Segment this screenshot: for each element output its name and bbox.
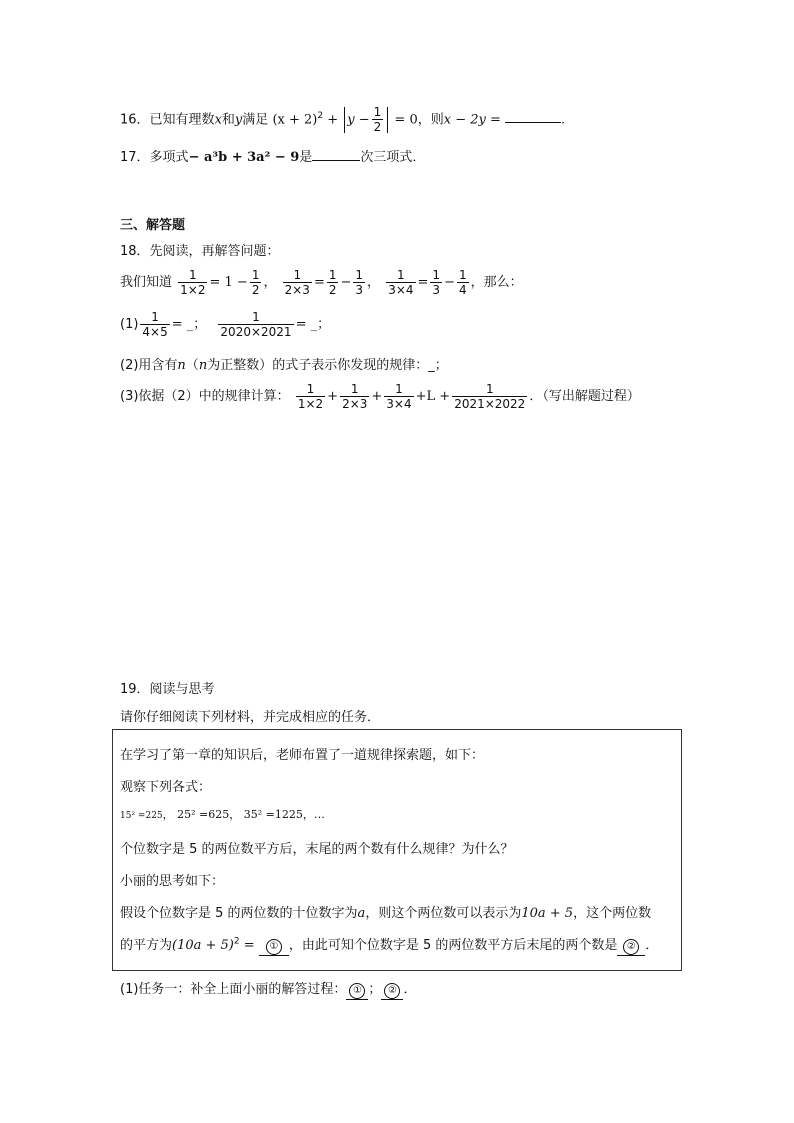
q18-part-2 — [120, 354, 448, 373]
q18-fraction-1-4: $\frac{1}{4}$ — [458, 268, 467, 297]
q19-ellipsis: ，… — [302, 808, 325, 821]
q19-blank-2[interactable] — [617, 938, 645, 956]
q16-text-4: ，则 — [417, 112, 444, 128]
q18-sum-term-2: $\frac{1}{2\times 3}$ — [342, 382, 368, 411]
q18-fraction-1-3b: $\frac{1}{3}$ — [432, 268, 441, 297]
q19-circle-1: ① — [266, 939, 282, 955]
q17-text-3: 次三项式． — [360, 150, 426, 165]
q16-text-2: 和 — [221, 112, 235, 128]
q19-number: 19． — [120, 682, 150, 697]
q19-expr-10a-plus-5: 10a + 5 — [521, 906, 574, 921]
q19-line-6-text-b: ，则这个两位数可以表示为 — [365, 906, 522, 921]
q19-circle-2: ② — [623, 939, 639, 955]
q18-fraction-2x3: $\frac{1}{2\times 3}$ — [284, 268, 310, 297]
q18-sep-1: ， — [263, 275, 277, 290]
q18-eq-2: = — [313, 275, 325, 290]
q18-fraction-2020x2021: $\frac{1}{2020\times 2021}$ — [220, 310, 292, 339]
q18-eq-1-minus: = 1 − — [209, 275, 248, 290]
q18-sum-term-last: $\frac{1}{2021\times 2022}$ — [454, 382, 526, 411]
q18-part-2-text-c: 为正整数）的式子表示你发现的规律：_； — [207, 358, 448, 373]
q18-sum-plus-2: + — [371, 389, 383, 404]
section-title: 三、解答题 — [120, 218, 186, 233]
q18-part-1-label: (1) — [120, 317, 139, 332]
q16-abs-right-bar — [387, 107, 388, 133]
q18-fraction-half: $\frac{1}{2}$ — [251, 268, 260, 297]
q17-text-2: 是 — [299, 150, 313, 165]
q19-task-blank-1[interactable] — [346, 982, 368, 1000]
q19-box-line-4: 个位数字是 5 的两位数平方后，末尾的两个数有什么规律？为什么？ — [120, 842, 514, 857]
q18-sum-plus-1: + — [327, 389, 339, 404]
q19-line-7-text-c: ． — [645, 938, 659, 953]
q17-number: 17． — [120, 150, 150, 165]
q18-intro: 先阅读，再解答问题： — [149, 244, 280, 259]
question-17 — [120, 146, 425, 165]
q18-fraction-4x5: $\frac{1}{4\times 5}$ — [142, 310, 168, 339]
q19-task-circle-2: ② — [384, 983, 400, 999]
q19-task-circle-1: ① — [349, 983, 365, 999]
q16-answer-blank[interactable] — [505, 122, 561, 123]
q19-task-blank-2[interactable] — [381, 982, 403, 1000]
q16-var-y: y — [234, 112, 243, 128]
q18-sum-term-1: $\frac{1}{1\times 2}$ — [297, 382, 324, 411]
q19-intro: 请你仔细阅读下列材料，并完成相应的任务． — [120, 710, 381, 725]
q16-expr-x-2y: x − 2y = — [443, 112, 501, 128]
q16-var-x: x — [214, 112, 222, 128]
q19-equals: = — [243, 938, 255, 953]
q19-box-line-7 — [120, 934, 658, 956]
q18-minus-2: − — [444, 275, 455, 290]
q18-part-1-blank-1[interactable]: = _； — [171, 317, 207, 332]
q16-abs-left-bar — [344, 107, 345, 133]
q19-task-1-text: (1)任务一：补全上面小丽的解答过程： — [120, 982, 347, 997]
q18-sum-term-3: $\frac{1}{3\times 4}$ — [386, 382, 412, 411]
q18-fraction-1-2: $\frac{1}{2}$ — [328, 268, 337, 297]
q18-sum-dots: +L + — [415, 389, 451, 404]
q16-text-3: 满足 — [242, 112, 269, 128]
q18-then: ，那么： — [470, 275, 523, 290]
q19-line-7-text-b: ，由此可知个位数字是 5 的两位数平方后末尾的两个数是 — [288, 938, 618, 953]
q19-title: 阅读与思考 — [149, 682, 215, 697]
q18-part-3-text-b: ．（写出解题过程） — [529, 389, 640, 404]
q19-task-1 — [120, 978, 416, 1000]
q16-plus: + — [327, 112, 339, 128]
q16-end: . — [561, 112, 566, 128]
q19-sep-2: ， — [229, 808, 241, 821]
q18-fraction-3x4: $\frac{1}{3\times 4}$ — [388, 268, 414, 297]
q18-eq-3: = — [417, 275, 429, 290]
q16-number: 16． — [120, 112, 150, 128]
q19-square-15: 15² =225 — [120, 811, 163, 821]
q18-var-n: n — [177, 358, 186, 373]
question-19-header — [120, 678, 215, 697]
q19-var-a: a — [357, 906, 366, 921]
q16-half-fraction: $\frac{1}{2}$ — [373, 105, 382, 135]
q19-blank-1[interactable] — [259, 938, 289, 956]
q18-part-3 — [120, 382, 640, 411]
q19-square-25: 25² =625 — [177, 808, 230, 821]
q19-box-line-1: 在学习了第一章的知识后，老师布置了一道规律探索题，如下： — [120, 748, 485, 763]
q19-sep-1: ， — [162, 808, 174, 821]
q19-line-6-text-c: ，这个两位数 — [573, 906, 652, 921]
q18-fraction-1x2: $\frac{1}{1\times 2}$ — [180, 268, 206, 297]
q19-task-sep: ； — [368, 982, 382, 997]
q18-known-identities — [120, 268, 523, 297]
q19-expr-square: (10a + 5) — [172, 938, 234, 953]
q17-text-1: 多项式 — [149, 150, 189, 165]
q19-box-line-2: 观察下列各式： — [120, 780, 212, 795]
question-18-header — [120, 240, 280, 259]
q19-line-7-text-a: 的平方为 — [120, 938, 173, 953]
q16-y-minus: y − — [347, 112, 370, 128]
q18-part-3-text-a: (3)依据（2）中的规律计算： — [120, 389, 290, 404]
q18-var-n-2: n — [198, 358, 208, 373]
q17-polynomial: − a³b + 3a² − 9 — [188, 150, 300, 165]
q19-task-end: ． — [403, 982, 417, 997]
q18-number: 18． — [120, 244, 150, 259]
q16-expr-square: (x + 2) — [272, 112, 318, 128]
q19-box-line-5: 小丽的思考如下： — [120, 874, 225, 889]
q16-eq-zero: = 0 — [394, 112, 418, 128]
question-16 — [120, 103, 565, 134]
q17-answer-blank[interactable] — [312, 160, 360, 161]
q18-part-1-blank-2[interactable]: = _； — [295, 317, 331, 332]
q18-know-label: 我们知道 — [120, 275, 173, 290]
q19-exponent: 2 — [233, 936, 240, 947]
q16-exponent: 2 — [317, 111, 324, 121]
q16-text-1: 已知有理数 — [149, 112, 215, 128]
q19-box-line-3 — [120, 806, 325, 822]
q18-minus-1: − — [340, 275, 352, 290]
q18-fraction-1-3: $\frac{1}{3}$ — [355, 268, 364, 297]
q19-line-6-text-a: 假设个位数字是 5 的两位数的十位数字为 — [120, 906, 358, 921]
q18-sep-2: ， — [367, 275, 381, 290]
q18-part-1 — [120, 310, 330, 339]
q19-box-line-6 — [120, 902, 651, 921]
q18-part-2-text-a: (2)用含有 — [120, 358, 178, 373]
q19-square-35: 35² =1225 — [243, 808, 303, 821]
q18-part-2-text-b: （ — [185, 358, 199, 373]
